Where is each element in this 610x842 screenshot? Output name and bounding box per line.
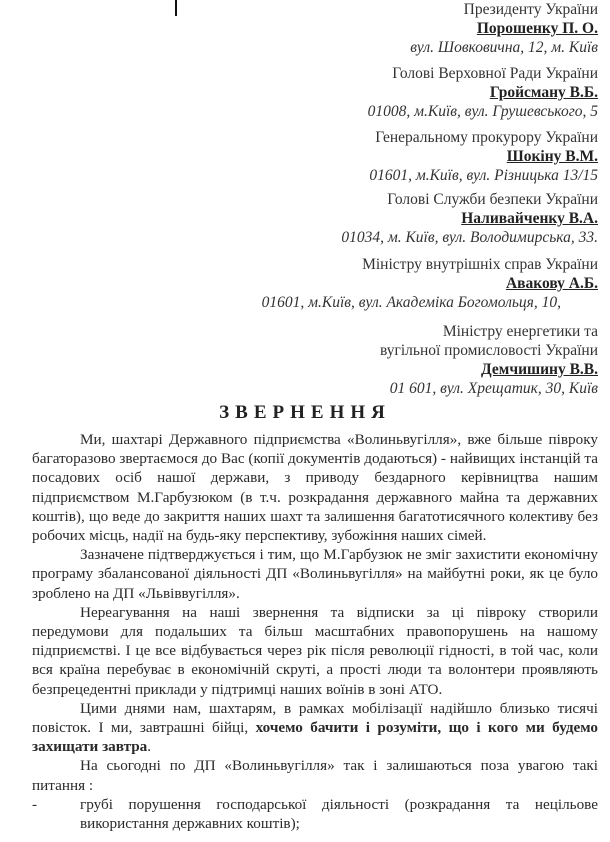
addressee-address: 01034, м. Київ, вул. Володимирська, 33. [341, 229, 598, 246]
addressee-address: 01601, м.Київ, вул. Різницька 13/15 [369, 167, 598, 184]
bullet-dash: - [32, 795, 38, 813]
addressee-address: 01601, м.Київ, вул. Академіка Богомольця, 10, [261, 294, 561, 311]
paragraph-5: На сьогодні по ДП «Волиньвугілля» так і залишаються поза увагою такі питання : [32, 757, 598, 794]
addressee-title: Голові Служби безпеки України [387, 191, 598, 208]
paragraph-2: Зазначене підтверджується і тим, що М.Гарбузюк не зміг захистити економічну програму збалансованої діяльності ДП «Волиньвугілля» на майбутні роки, як це було зроблено на ДП «Львіввугілля». [32, 546, 598, 602]
addressee-interior [262, 255, 598, 312]
addressee-address: 01 601, вул. Хрещатик, 30, Київ [389, 380, 598, 397]
addressee-name: Авакову А.Б. [505, 275, 598, 292]
addressee-rada [368, 64, 598, 121]
addressee-president [410, 0, 598, 57]
addressee-name: Гройсману В.Б. [489, 84, 598, 101]
addressee-title: Голові Верховної Ради України [392, 65, 598, 82]
addressee-title: Президенту України [463, 1, 598, 18]
bullet-text: грубі порушення господарської діяльності (розкрадання та нецільове використання державних коштів); [80, 795, 598, 833]
text-cursor [175, 0, 177, 16]
paragraph-4 [32, 699, 598, 757]
addressee-title: Генеральному прокурору України [375, 129, 598, 146]
paragraph-4-text: Цими днями нам, шахтарям, в рамках мобілізації надійшло близько тисячі повісток. І ми, завтрашні бійці, [32, 699, 598, 737]
paragraph-4-end: . [147, 738, 152, 756]
addressee-title-line2: вугільної промисловості України [379, 342, 598, 359]
addressee-name: Порошенку П. О. [476, 20, 598, 37]
addressee-name: Шокіну В.М. [506, 148, 598, 165]
addressee-name: Демчишину В.В. [481, 361, 598, 378]
addressee-title: Міністру внутрішніх справ України [362, 256, 598, 273]
addressee-address: вул. Шовковична, 12, м. Київ [410, 39, 598, 56]
paragraph-1: Ми, шахтарі Державного підприємства «Волиньвугілля», вже більше півроку багаторазово звертаємося до Вас (копії документів додаються) - найвищих інстанцій та посадових осіб нашої держави, з приводу бездарного керівництва нашим підприємством М.Гарбузюком (в т.ч. розкрадання державного майна та державних коштів), що веде до закриття наших шахт та залишення багатотисячного колективу без робочих місць, надії на будь-яку перспективу, зубожіння наших сімей. [32, 431, 598, 545]
paragraph-4-bold: хочемо бачити і розуміти, що і кого ми будемо захищати завтра [32, 719, 598, 756]
addressee-sbu [341, 190, 598, 247]
bullet-item [32, 795, 598, 833]
addressee-energy [380, 322, 598, 398]
addressee-address: 01008, м.Київ, вул. Грушевського, 5 [367, 103, 598, 120]
document-body [32, 430, 598, 833]
addressee-prosecutor [369, 128, 598, 185]
addressee-title: Міністру енергетики та [442, 323, 598, 340]
addressee-name: Наливайченку В.А. [461, 210, 598, 227]
paragraph-3: Нереагування на наші звернення та відписки за ці півроку створили передумови для подальших та більш масштабних правопорушень на нашому підприємстві. І це все відбувається через рік після революції гідності, в той час, коли вся країна перебуває в економічній скруті, а прості люди та волонтери проявляють безпрецедентні приклади у підтримці наших воїнів в зоні АТО. [32, 603, 598, 698]
document-title: ЗВЕРНЕННЯ [219, 402, 391, 423]
